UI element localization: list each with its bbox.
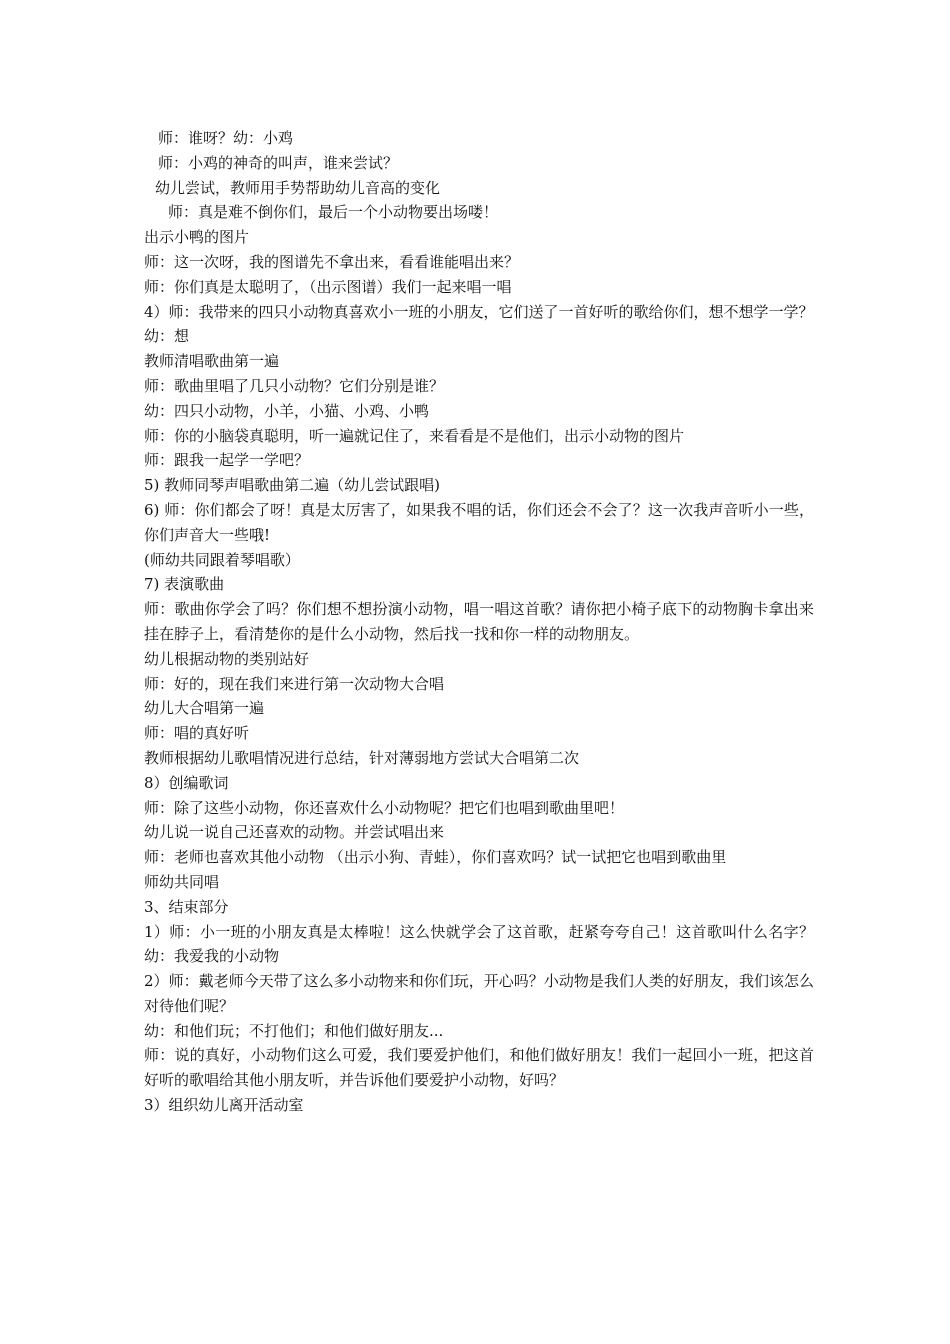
text-line: 师：谁呀？幼：小鸡 <box>158 129 294 147</box>
text-line: 师：除了这些小动物，你还喜欢什么小动物呢？把它们也唱到歌曲里吧！ <box>144 798 625 817</box>
text-line: 出示小鸭的图片 <box>144 228 250 247</box>
text-line: 师：你们真是太聪明了，（出示图谱）我们一起来唱一唱 <box>144 277 512 296</box>
text-line: 师幼共同唱 <box>144 872 220 891</box>
text-line: (师幼共同跟着琴唱歌） <box>144 550 300 569</box>
text-line: 幼：四只小动物，小羊，小猫、小鸡、小鸭 <box>144 401 430 420</box>
text-line: 幼儿说一说自己还喜欢的动物。并尝试唱出来 <box>144 823 445 842</box>
text-paragraph: 4）师：我带来的四只小动物真喜欢小一班的小朋友，它们送了一首好听的歌给你们，想不想学一学？ <box>144 302 814 321</box>
text-line: 师：唱的真好听 <box>144 724 250 743</box>
text-line: 师：真是难不倒你们，最后一个小动物要出场喽！ <box>168 203 499 222</box>
text-line: 教师根据幼儿歌唱情况进行总结，针对薄弱地方尝试大合唱第二次 <box>144 748 580 767</box>
text-line: 幼儿大合唱第一遍 <box>144 699 265 718</box>
text-paragraph: 2）师：戴老师今天带了这么多小动物来和你们玩，开心吗？小动物是我们人类的好朋友，我们该怎么对待他们呢？ <box>144 972 814 1015</box>
text-line: 师：小鸡的神奇的叫声，谁来尝试？ <box>158 153 399 172</box>
text-line: 7) 表演歌曲 <box>144 575 225 594</box>
document-body <box>144 126 814 1118</box>
text-line: 师：跟我一起学一学吧？ <box>144 451 310 470</box>
text-line: 5) 教师同琴声唱歌曲第二遍（幼儿尝试跟唱) <box>144 476 441 495</box>
text-line: 师：你的小脑袋真聪明，听一遍就记住了，来看看是不是他们，出示小动物的图片 <box>144 426 685 445</box>
text-line: 师：歌曲里唱了几只小动物？它们分别是谁？ <box>144 376 445 395</box>
text-paragraph: 师：歌曲你学会了吗？你们想不想扮演小动物，唱一唱这首歌？请你把小椅子底下的动物胸卡拿出来挂在脖子上，看清楚你的是什么小动物，然后找一找和你一样的动物朋友。 <box>144 600 814 643</box>
text-line: 幼：和他们玩；不打他们；和他们做好朋友... <box>144 1021 444 1040</box>
text-line: 幼儿尝试，教师用手势帮助幼儿音高的变化 <box>155 178 441 197</box>
text-line: 幼：想 <box>144 327 190 346</box>
text-line: 师：老师也喜欢其他小动物 （出示小狗、青蛙），你们喜欢吗？试一试把它也唱到歌曲里 <box>144 848 727 867</box>
text-line: 幼儿根据动物的类别站好 <box>144 649 310 668</box>
text-paragraph: 6) 师：你们都会了呀！真是太厉害了，如果我不唱的话，你们还会不会了？这一次我声音听小一些，你们声音大一些哦! <box>144 500 814 544</box>
text-line: 8）创编歌词 <box>144 773 229 792</box>
text-paragraph: 师：说的真好，小动物们这么可爱，我们要爱护他们，和他们做好朋友！我们一起回小一班，把这首好听的歌唱给其他小朋友听，并告诉他们要爱护小动物，好吗？ <box>144 1046 814 1090</box>
text-line: 师：这一次呀，我的图谱先不拿出来，看看谁能唱出来？ <box>144 252 520 271</box>
text-line: 3）组织幼儿离开活动室 <box>144 1096 304 1115</box>
text-line: 师：好的，现在我们来进行第一次动物大合唱 <box>144 674 445 693</box>
text-line: 教师清唱歌曲第一遍 <box>144 352 280 371</box>
text-paragraph: 1）师：小一班的小朋友真是太棒啦！这么快就学会了这首歌，赶紧夸夸自己！这首歌叫什么名字？幼：我爱我的小动物 <box>144 922 814 966</box>
section-heading: 3、结束部分 <box>144 897 229 916</box>
